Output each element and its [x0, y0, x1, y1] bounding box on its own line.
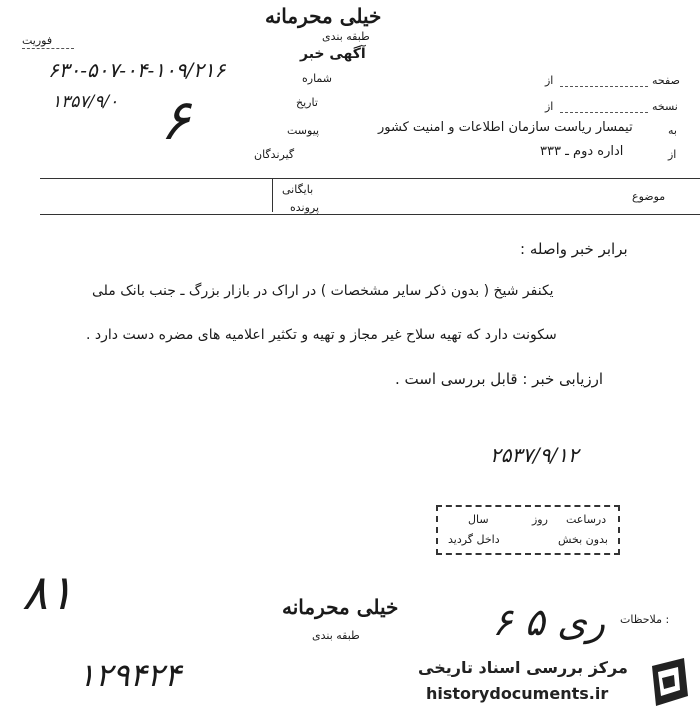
classification-label-bottom: طبقه بندی [312, 629, 360, 642]
attachment-label: پیوست [287, 124, 320, 137]
dist-row1-mid: روز [532, 513, 548, 526]
watermark-logo-icon [646, 656, 694, 712]
from-value: اداره دوم ـ ۳۳۳ [540, 144, 624, 159]
date-label: تاریخ [296, 96, 318, 109]
body-line-1: یکنفر شیخ ( بدون ذکر سایر مشخصات ) در اراک در بازار بزرگ ـ جنب بانک ملی [92, 283, 554, 299]
archive-divider [272, 178, 273, 212]
body-salutation: برابر خبر واصله : [520, 240, 628, 258]
subject-divider [40, 214, 700, 215]
copy-of-label: از [545, 100, 554, 113]
date-value: ۱۳۵۷/۹/۰ [52, 92, 119, 112]
dist-row2-left: بدون بخش [558, 533, 608, 546]
form-title: آگهی خبر [300, 46, 366, 62]
archive-label: بایگانی [282, 183, 314, 196]
watermark-url: historydocuments.ir [426, 684, 609, 703]
watermark [410, 652, 698, 716]
from-label: از [668, 148, 677, 161]
meta-divider [40, 178, 700, 179]
dist-row1-left: درساعت [566, 513, 607, 526]
to-label: به [668, 124, 677, 137]
page-line [560, 86, 648, 87]
body-assessment: ارزیابی خبر : قابل بررسی است . [395, 370, 604, 388]
handwritten-note: ۶ ری ۵ [492, 600, 606, 644]
handwritten-mark: ۶ [160, 88, 191, 153]
dist-row1-right: سال [468, 513, 489, 526]
classification-label-top: طبقه بندی [322, 30, 370, 43]
body-line-2: سکونت دارد که تهیه سلاح غیر مجاز و تهیه و تکثیر اعلامیه های مضره دست دارد . [86, 327, 557, 343]
recipients-label: گیرندگان [254, 148, 295, 161]
classification-stamp-top: خیلی محرمانه [265, 4, 382, 28]
classification-stamp-bottom: خیلی محرمانه [282, 595, 399, 619]
handwritten-left: ۸۱ [22, 565, 74, 621]
dist-row2-right: داخل گردید [448, 533, 500, 546]
body-date: ۲۵۳۷/۹/۱۲ [490, 443, 579, 467]
watermark-title: مرکز بررسی اسناد تاریخی [418, 658, 628, 677]
file-label: پرونده [290, 201, 320, 214]
urgency-label: فوریت [22, 34, 53, 47]
handwritten-number: ۱۲۹۴۲۴ [78, 656, 182, 694]
urgency-line [22, 48, 74, 49]
to-value: تیمسار ریاست سازمان اطلاعات و امنیت کشور [378, 120, 633, 135]
page-of-label: از [545, 74, 554, 87]
copy-line [560, 112, 648, 113]
number-label: شماره [302, 72, 333, 85]
number-value: ۶۳۰-۵۰۷-۰۴-۱۰۹/۲۱۶ [48, 58, 226, 82]
subject-label: موضوع [632, 190, 666, 203]
copy-label: نسخه [652, 100, 678, 113]
page-label: صفحه [652, 74, 680, 87]
notes-label: ملاحظات : [620, 613, 670, 626]
